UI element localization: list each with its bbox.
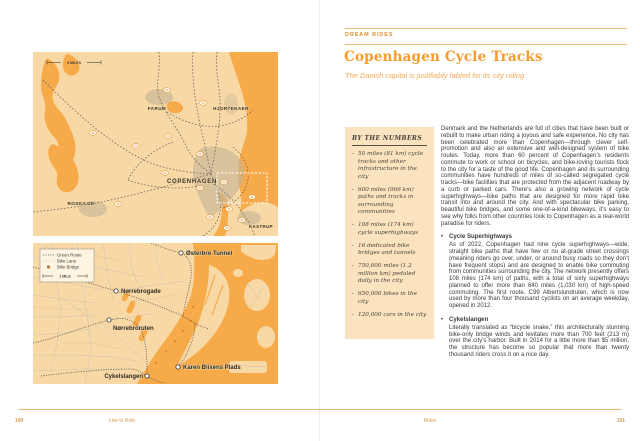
stat-item: - 50 miles (81 km) cycle tracks and other infrastructure in the city xyxy=(352,151,427,181)
section-body: As of 2022, Copenhagen had nine cycle superhighways—wide, straight bike paths that have few or no at-grade street crossings (meaning riders go over, under, or around busy roads so they don’t have frequent stops) and are designed to enable bike commuting from communities surrounding the city. The network presently offers 108 miles (174 km) of paths, with a total of sixty superhighways planned to offer more than 640 miles (1,030 km) of high-speed commuting. The first route, C99 Albertslundruten, which is now used by more than four thousand cyclists on an average weekday, opened in 2012. xyxy=(449,242,629,310)
right-page-number: 101 xyxy=(616,418,625,424)
label-osterbro-tunnel: Østerbro Tunnel xyxy=(186,251,233,257)
right-running-title: Rides xyxy=(423,418,437,424)
map-legend xyxy=(40,249,94,282)
bullet-icon xyxy=(441,317,449,359)
label-cykelslangen: Cykelslangen xyxy=(104,374,143,380)
page-gutter-divider xyxy=(319,0,320,441)
label-kastrup: KASTRUP xyxy=(248,224,274,229)
stat-item: - 108 miles (174 km) cycle superhighways xyxy=(352,222,427,237)
legend-green-route: Green Route xyxy=(57,252,82,258)
stat-item: - 120,000 cars in the city xyxy=(352,312,427,320)
legend-bike-bridge-icon xyxy=(47,266,50,269)
label-karen-blixens-plads: Karen Blixens Plads xyxy=(183,365,241,371)
legend-bike-bridge: Bike Bridge xyxy=(57,264,79,270)
label-farum: FARUM xyxy=(147,106,167,111)
sidebar-heading: BY THE NUMBERS xyxy=(352,135,427,146)
overview-scale-label: 5 MILES xyxy=(67,61,81,65)
by-the-numbers-sidebar xyxy=(345,127,434,339)
section-heading: Cykelslangen xyxy=(449,316,489,324)
section-cycle-superhighways xyxy=(441,234,629,310)
label-roskilde: ROSKILDE xyxy=(67,201,95,206)
article-body xyxy=(441,126,629,366)
page-title: Copenhagen Cycle Tracks xyxy=(344,49,543,65)
left-running-title: Live to Ride xyxy=(108,418,136,424)
header-rule-top xyxy=(345,28,627,29)
left-page-number: 100 xyxy=(15,418,24,424)
header-rule-bottom xyxy=(345,44,627,45)
stat-item: - 750,000 miles (1.2 million km) pedaled daily in the city xyxy=(352,263,427,286)
page-subtitle: The Danish capital is justifiably fabled for its city riding xyxy=(345,71,525,80)
legend-bike-lane: Bike Lane xyxy=(57,258,77,264)
detail-map xyxy=(33,243,278,384)
section-cykelslangen xyxy=(441,317,629,359)
stat-item: - 16 dedicated bike bridges and tunnels xyxy=(352,243,427,258)
stat-item: - 600 miles (966 km) paths and tracks in surrounding communities xyxy=(352,187,427,217)
label-norrebroruten: Nørrebroruten xyxy=(113,326,154,332)
label-copenhagen: COPENHAGEN xyxy=(166,179,218,185)
label-norrebrogade: Nørrebrogade xyxy=(121,289,161,295)
stat-item: - 650,000 bikes in the city xyxy=(352,291,427,306)
overview-map xyxy=(33,52,278,236)
section-body: Literally translated as “bicycle snake,” this architecturally stunning bike-only bridge winds and levitates more than 700 feet (213 m) over the city’s harbor. Built in 2014 for a little more than $5 million, the structure has become so popular that more than twenty thousand riders cross it on a nice day. xyxy=(449,324,629,358)
chapter-kicker: DREAM RIDES xyxy=(345,32,394,38)
footer-rule xyxy=(18,409,622,410)
detail-scale-label: 1 MILE xyxy=(59,274,71,279)
sidebar-stat-list xyxy=(352,151,427,319)
label-hjortekaer: HJORTEKAER xyxy=(213,106,249,111)
section-heading: Cycle Superhighways xyxy=(449,233,512,241)
intro-paragraph: Denmark and the Netherlands are full of cities that have been built or rebuilt to make urban riding a joyous and safe experience. No city has been celebrated more than Copenhagen—through clever self-promotion and also an extensive and well-designed system of bike routes. Today, more than 60 percent of Copenhagen’s residents commute to work or school on bicycles, and bike-loving tourists flock to the city for a taste of the good life. Copenhagen and its surrounding communities have hundreds of miles of so-called segregated cycle tracks—bike facilities that are protected from the adjacent roadway by a curb or parked cars. There’s also a growing network of cycle superhighways—bike paths that are designed for more rapid bike transit into and around the city. And with spectacular bike parking, beautiful bike bridges, and some one-of-a-kind bikeways, it’s easy to see why folks from other countries look to Copenhagen as a real-world paradise for riders. xyxy=(441,126,629,227)
bullet-icon xyxy=(441,234,449,310)
